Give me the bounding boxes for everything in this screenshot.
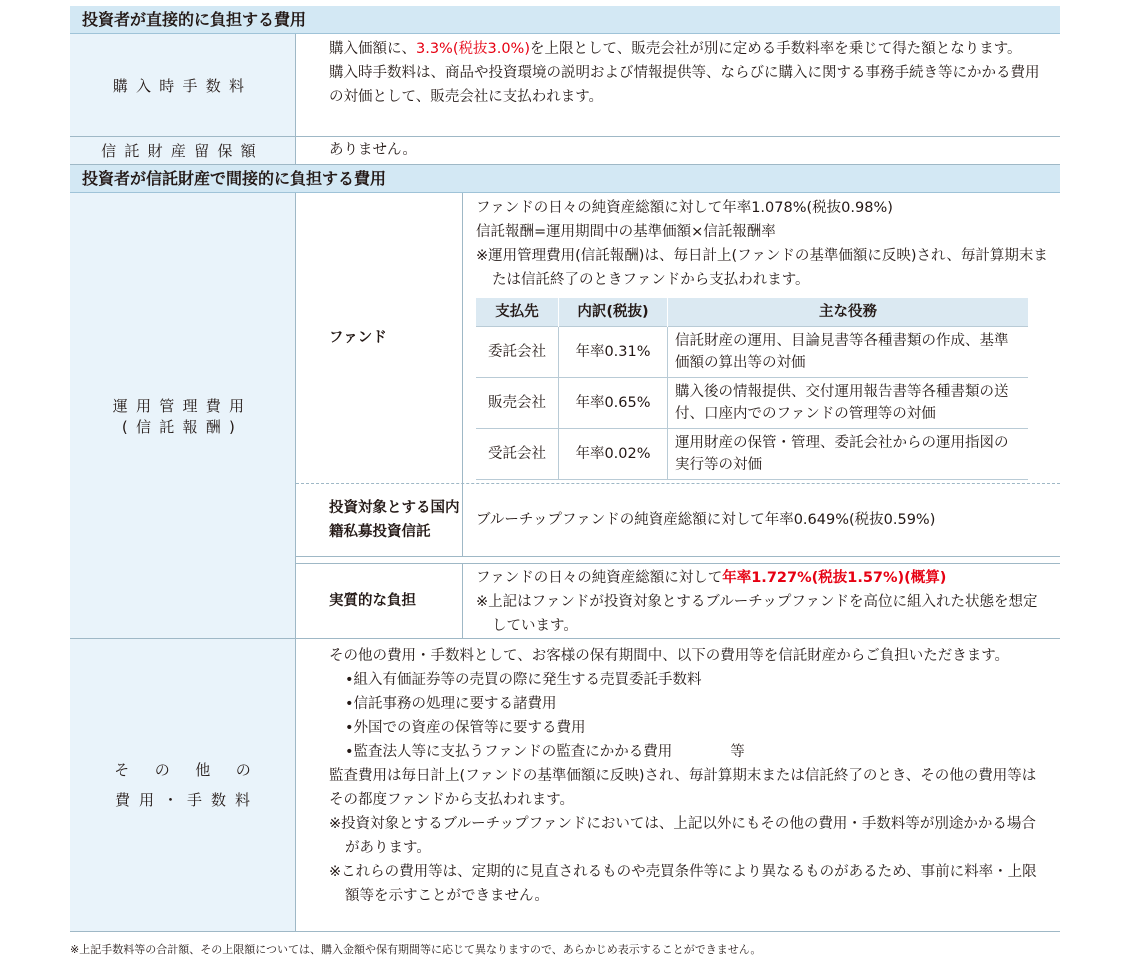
fund-label: ファンド xyxy=(296,193,463,483)
purchase-fee-text xyxy=(329,37,1050,61)
payee-cell: 委託会社 xyxy=(476,327,559,378)
purchase-fee-description: 購入時手数料は、商品や投資環境の説明および情報提供等、ならびに購入に関する事務手続き等にかかる費用の対価として、販売会社に支払われます。 xyxy=(329,65,1040,105)
rate-cell: 年率0.65% xyxy=(559,378,668,429)
col-rate: 内訳(税抜) xyxy=(559,298,668,327)
role-cell: 信託財産の運用、目論見書等各種書類の作成、基準価額の算出等の対価 xyxy=(668,327,1029,378)
retention-label: 信託財産留保額 xyxy=(70,137,296,164)
retention-row xyxy=(70,137,1060,165)
role-cell: 運用財産の保管・管理、委託会社からの運用指図の実行等の対価 xyxy=(668,429,1029,480)
effective-cost-text xyxy=(476,566,1050,590)
table-row xyxy=(476,378,1028,429)
other-fee-item: •監査法人等に支払うファンドの監査にかかる費用 等 xyxy=(345,744,745,760)
role-cell: 購入後の情報提供、交付運用報告書等各種書類の送付、口座内でのファンドの管理等の対価 xyxy=(668,378,1029,429)
direct-cost-header: 投資者が直接的に負担する費用 xyxy=(70,6,1060,34)
other-fee-item: •外国での資産の保管等に要する費用 xyxy=(345,720,586,736)
footnote: ※上記手数料等の合計額、その上限額については、購入金額や保有期間等に応じて異なりますので、あらかじめ表示することができません。 xyxy=(70,943,762,956)
retention-value: ありません。 xyxy=(329,142,417,158)
other-fees-value xyxy=(296,639,1060,931)
purchase-fee-rate: 3.3%(税抜3.0%) xyxy=(416,41,530,57)
target-fund-row xyxy=(296,484,1060,556)
other-fees-note1: ※投資対象とするブルーチップファンドにおいては、上記以外にもその他の費用・手数料等が別途かかる場合があります。 xyxy=(329,816,1036,856)
effective-cost-value xyxy=(463,564,1060,638)
other-fees-row xyxy=(70,639,1060,932)
other-fees-label-line2: 費用・手数料 xyxy=(114,791,259,809)
fund-note: ※運用管理費用(信託報酬)は、毎日計上(ファンドの基準価額に反映)され、毎計算期末または信託終了のときファンドから支払われます。 xyxy=(476,248,1048,288)
effective-cost-label: 実質的な負担 xyxy=(296,564,463,638)
target-fund-value: ブルーチップファンドの純資産総額に対して年率0.649%(税抜0.59%) xyxy=(476,512,936,528)
fund-formula: 信託報酬=運用期間中の基準価額×信託報酬率 xyxy=(476,224,776,240)
purchase-fee-post: を上限として、販売会社が別に定める手数料率を乗じて得た額となります。 xyxy=(530,41,1022,57)
indirect-cost-header: 投資者が信託財産で間接的に負担する費用 xyxy=(70,165,1060,193)
effective-cost-pre: ファンドの日々の純資産総額に対して xyxy=(476,570,723,586)
other-fee-item: •信託事務の処理に要する諸費用 xyxy=(345,696,557,712)
management-fee-row xyxy=(70,193,1060,639)
other-fees-label xyxy=(70,639,296,931)
other-fees-note2: ※これらの費用等は、定期的に見直されるものや売買条件等により異なるものがあるため、事前に料率・上限額等を示すことができません。 xyxy=(329,864,1037,904)
fee-breakdown-header xyxy=(476,298,1028,327)
other-fees-intro: その他の費用・手数料として、お客様の保有期間中、以下の費用等を信託財産からご負担いただきます。 xyxy=(329,648,1010,664)
fee-table xyxy=(70,6,1060,932)
fund-value xyxy=(463,193,1060,483)
payee-cell: 受託会社 xyxy=(476,429,559,480)
purchase-fee-pre: 購入価額に、 xyxy=(329,41,416,57)
purchase-fee-row xyxy=(70,34,1060,137)
col-payee: 支払先 xyxy=(476,298,559,327)
effective-cost-row xyxy=(296,564,1060,638)
effective-cost-rate: 年率1.727%(税抜1.57%)(概算) xyxy=(722,570,947,586)
other-fee-item: •組入有価証券等の売買の際に発生する売買委託手数料 xyxy=(345,672,702,688)
fund-rate: ファンドの日々の純資産総額に対して年率1.078%(税抜0.98%) xyxy=(476,200,893,216)
target-fund-label: 投資対象とする国内籍私募投資信託 xyxy=(296,484,463,556)
fee-breakdown-table xyxy=(476,298,1028,480)
col-role: 主な役務 xyxy=(668,298,1029,327)
management-fee-label-line2: (信託報酬) xyxy=(121,417,244,436)
rate-cell: 年率0.02% xyxy=(559,429,668,480)
audit-fee-text: 監査費用は毎日計上(ファンドの基準価額に反映)され、毎計算期末または信託終了のとき、その他の費用等はその都度ファンドから支払われます。 xyxy=(329,768,1037,808)
fund-row xyxy=(296,193,1060,484)
effective-cost-note: ※上記はファンドが投資対象とするブルーチップファンドを高位に組入れた状態を想定しています。 xyxy=(476,594,1038,634)
management-fee-label xyxy=(70,193,296,638)
rate-cell: 年率0.31% xyxy=(559,327,668,378)
purchase-fee-label: 購入時手数料 xyxy=(70,34,296,136)
management-fee-detail xyxy=(296,193,1060,638)
management-fee-label-line1: 運用管理費用 xyxy=(112,396,253,415)
table-row xyxy=(476,429,1028,480)
table-row xyxy=(476,327,1028,378)
spacer xyxy=(296,556,1060,564)
purchase-fee-value xyxy=(296,34,1060,136)
payee-cell: 販売会社 xyxy=(476,378,559,429)
other-fees-label-line1: その他の xyxy=(114,761,277,779)
